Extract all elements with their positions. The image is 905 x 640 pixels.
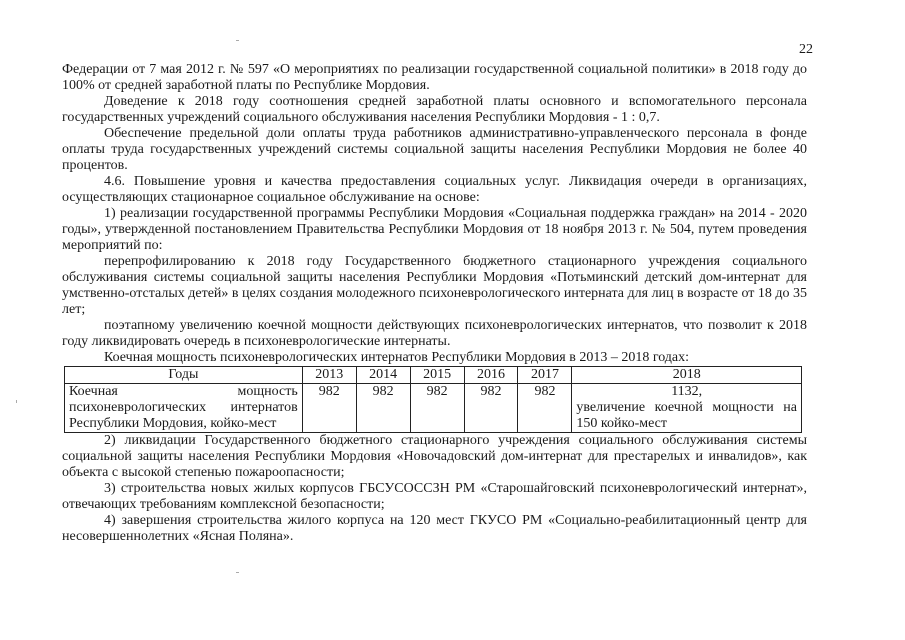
header-year: 2016 xyxy=(464,367,518,384)
header-year: 2015 xyxy=(410,367,464,384)
note-2018: увеличение коечной мощности на 150 койко-мест xyxy=(576,400,797,431)
table-cell: 982 xyxy=(410,384,464,433)
paragraph: 1) реализации государственной программы Республики Мордовия «Социальная поддержка граждан» на 2014 - 2020 годы», утвержденной постановлением Правительства Республики Мордовия от 18 ноября 2013 г. № 504, путем проведения мероприятий по: xyxy=(62,206,807,253)
scan-speck xyxy=(236,40,239,41)
paragraph: Федерации от 7 мая 2012 г. № 597 «О мероприятиях по реализации государственной социальной политики» в 2018 году до 100% от средней заработной платы по Республике Мордовия. xyxy=(62,62,807,93)
header-year: 2017 xyxy=(518,367,572,384)
paragraph: 2) ликвидации Государственного бюджетного стационарного учреждения социального обслуживания системы социальной защиты населения Республики Мордовия «Новочадовский дом-интернат для престарелых и инвалидов», как объекта с высокой степенью пожароопасности; xyxy=(62,433,807,480)
header-year: 2013 xyxy=(302,367,356,384)
table-cell: 982 xyxy=(302,384,356,433)
table-caption: Коечная мощность психоневрологических интернатов Республики Мордовия в 2013 – 2018 годах: xyxy=(104,350,690,365)
table-header-row xyxy=(65,367,802,384)
header-years: Годы xyxy=(65,367,303,384)
table-cell: 982 xyxy=(464,384,518,433)
table-cell-2018 xyxy=(572,384,802,433)
scan-speck xyxy=(236,572,239,573)
row-label: Коечная мощность психоневрологических интернатов Республики Мордовия, койко-мест xyxy=(65,384,303,433)
table-row xyxy=(65,384,802,433)
header-year: 2014 xyxy=(356,367,410,384)
scan-speck xyxy=(16,400,17,403)
paragraph: поэтапному увеличению коечной мощности действующих психоневрологических интернатов, что позволит к 2018 году ликвидировать очередь в психоневрологические интернаты. xyxy=(62,318,807,349)
page-number: 22 xyxy=(799,42,813,57)
document-body xyxy=(62,40,807,545)
header-year: 2018 xyxy=(572,367,802,384)
value-2018: 1132, xyxy=(671,384,703,399)
table-cell: 982 xyxy=(356,384,410,433)
paragraph: 4.6. Повышение уровня и качества предоставления социальных услуг. Ликвидация очереди в организациях, осуществляющих стационарное социальное обслуживание на основе: xyxy=(62,174,807,205)
paragraph: 4) завершения строительства жилого корпуса на 120 мест ГКУСО РМ «Социально-реабилитационный центр для несовершеннолетних «Ясная Поляна». xyxy=(62,513,807,544)
paragraph: 3) строительства новых жилых корпусов ГБСУСОССЗН РМ «Старошайговский психоневрологический интернат», отвечающих требованиям комплексной безопасности; xyxy=(62,481,807,512)
capacity-table xyxy=(64,366,802,433)
table-cell: 982 xyxy=(518,384,572,433)
paragraph: Доведение к 2018 году соотношения средней заработной платы основного и вспомогательного персонала государственных учреждений социального обслуживания населения Республики Мордовия - 1 : 0,7. xyxy=(62,94,807,125)
paragraph: Обеспечение предельной доли оплаты труда работников административно-управленческого персонала в фонде оплаты труда государственных учреждений системы социальной защиты населения Республики Мордовия не более 40 процентов. xyxy=(62,126,807,173)
paragraph: перепрофилированию к 2018 году Государственного бюджетного стационарного учреждения социального обслуживания системы социальной защиты населения Республики Мордовия «Потьминский детский дом-интернат для умственно-отсталых детей» в целях создания молодежного психоневрологического интерната для лиц в возрасте от 18 до 35 лет; xyxy=(62,254,808,317)
